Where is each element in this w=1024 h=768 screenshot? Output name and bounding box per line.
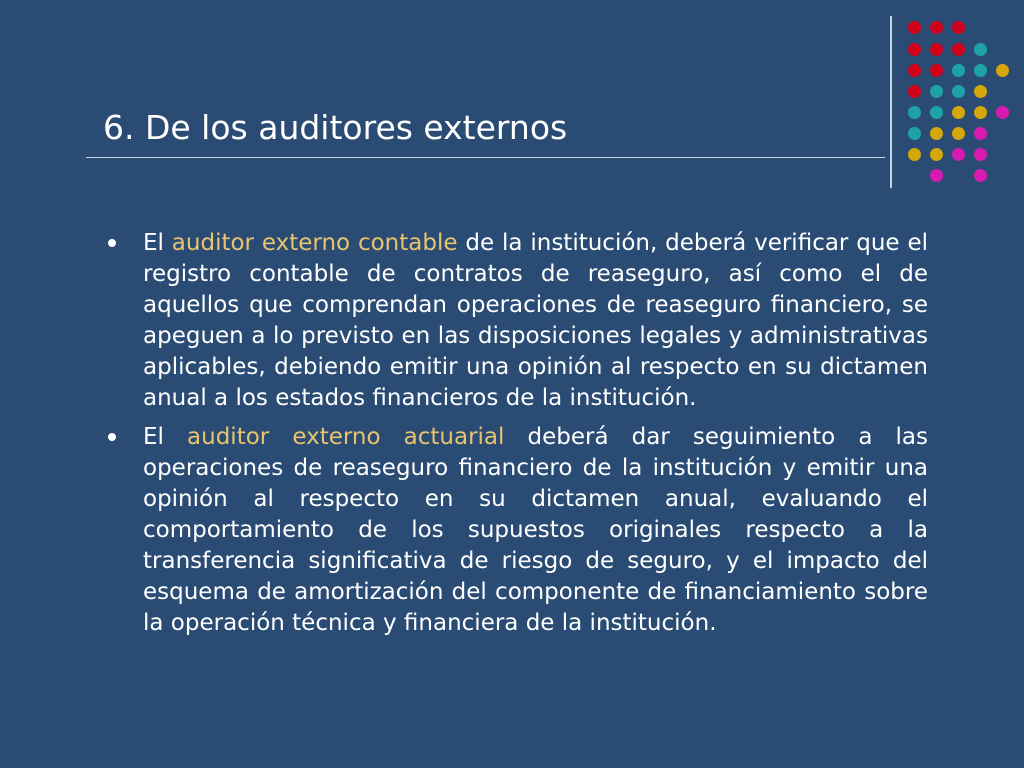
dot-red	[908, 43, 921, 56]
dot-red	[908, 21, 921, 34]
dot-magenta	[996, 106, 1009, 119]
bullet-item	[104, 422, 928, 639]
vertical-divider	[890, 16, 892, 188]
bullet-text-rest: deberá dar seguimiento a las operaciones de reaseguro financiero de la institución y emitir una opinión al respecto en su dictamen anual, evaluando el comportamiento de los supuestos originales respecto a la transferencia significativa de riesgo de seguro, y el impacto del esquema de amortización del componente de financiamiento sobre la operación técnica y financiera de la institución.	[143, 424, 928, 636]
dot-gold	[996, 64, 1009, 77]
dot-teal	[974, 43, 987, 56]
dot-magenta	[974, 148, 987, 161]
dot-red	[952, 21, 965, 34]
dot-magenta	[930, 169, 943, 182]
dot-red	[908, 85, 921, 98]
bullet-text-lead: El	[143, 424, 188, 450]
dot-teal	[952, 85, 965, 98]
highlighted-term: auditor externo actuarial	[187, 424, 505, 450]
bullet-list	[104, 228, 928, 647]
title-divider	[86, 157, 885, 158]
bullet-text-rest: de la institución, deberá verificar que el registro contable de contratos de reaseguro, así como el de aquellos que comprendan operaciones de reaseguro financiero, se apeguen a lo previsto en las disposiciones legales y administrativas aplicables, debiendo emitir una opinión al respecto en su dictamen anual a los estados financieros de la institución.	[143, 230, 928, 411]
dot-teal	[952, 64, 965, 77]
dot-red	[930, 64, 943, 77]
dot-gold	[930, 148, 943, 161]
dot-red	[908, 64, 921, 77]
dot-teal	[974, 64, 987, 77]
dot-teal	[908, 127, 921, 140]
dot-gold	[930, 127, 943, 140]
highlighted-term: auditor externo contable	[171, 230, 458, 256]
bullet-text-lead: El	[143, 230, 172, 256]
bullet-text	[143, 422, 928, 639]
bullet-item	[104, 228, 928, 414]
dot-magenta	[952, 148, 965, 161]
bullet-dot-icon	[108, 239, 116, 247]
dot-magenta	[974, 127, 987, 140]
dot-red	[930, 43, 943, 56]
dot-gold	[974, 85, 987, 98]
slide-title: 6. De los auditores externos	[103, 108, 568, 147]
dot-teal	[930, 85, 943, 98]
dot-magenta	[974, 169, 987, 182]
dot-gold	[908, 148, 921, 161]
dot-red	[930, 21, 943, 34]
bullet-dot-icon	[108, 433, 116, 441]
dot-gold	[952, 127, 965, 140]
bullet-text	[143, 228, 928, 414]
dot-teal	[908, 106, 921, 119]
dot-gold	[952, 106, 965, 119]
dot-teal	[930, 106, 943, 119]
dot-gold	[974, 106, 987, 119]
dot-red	[952, 43, 965, 56]
